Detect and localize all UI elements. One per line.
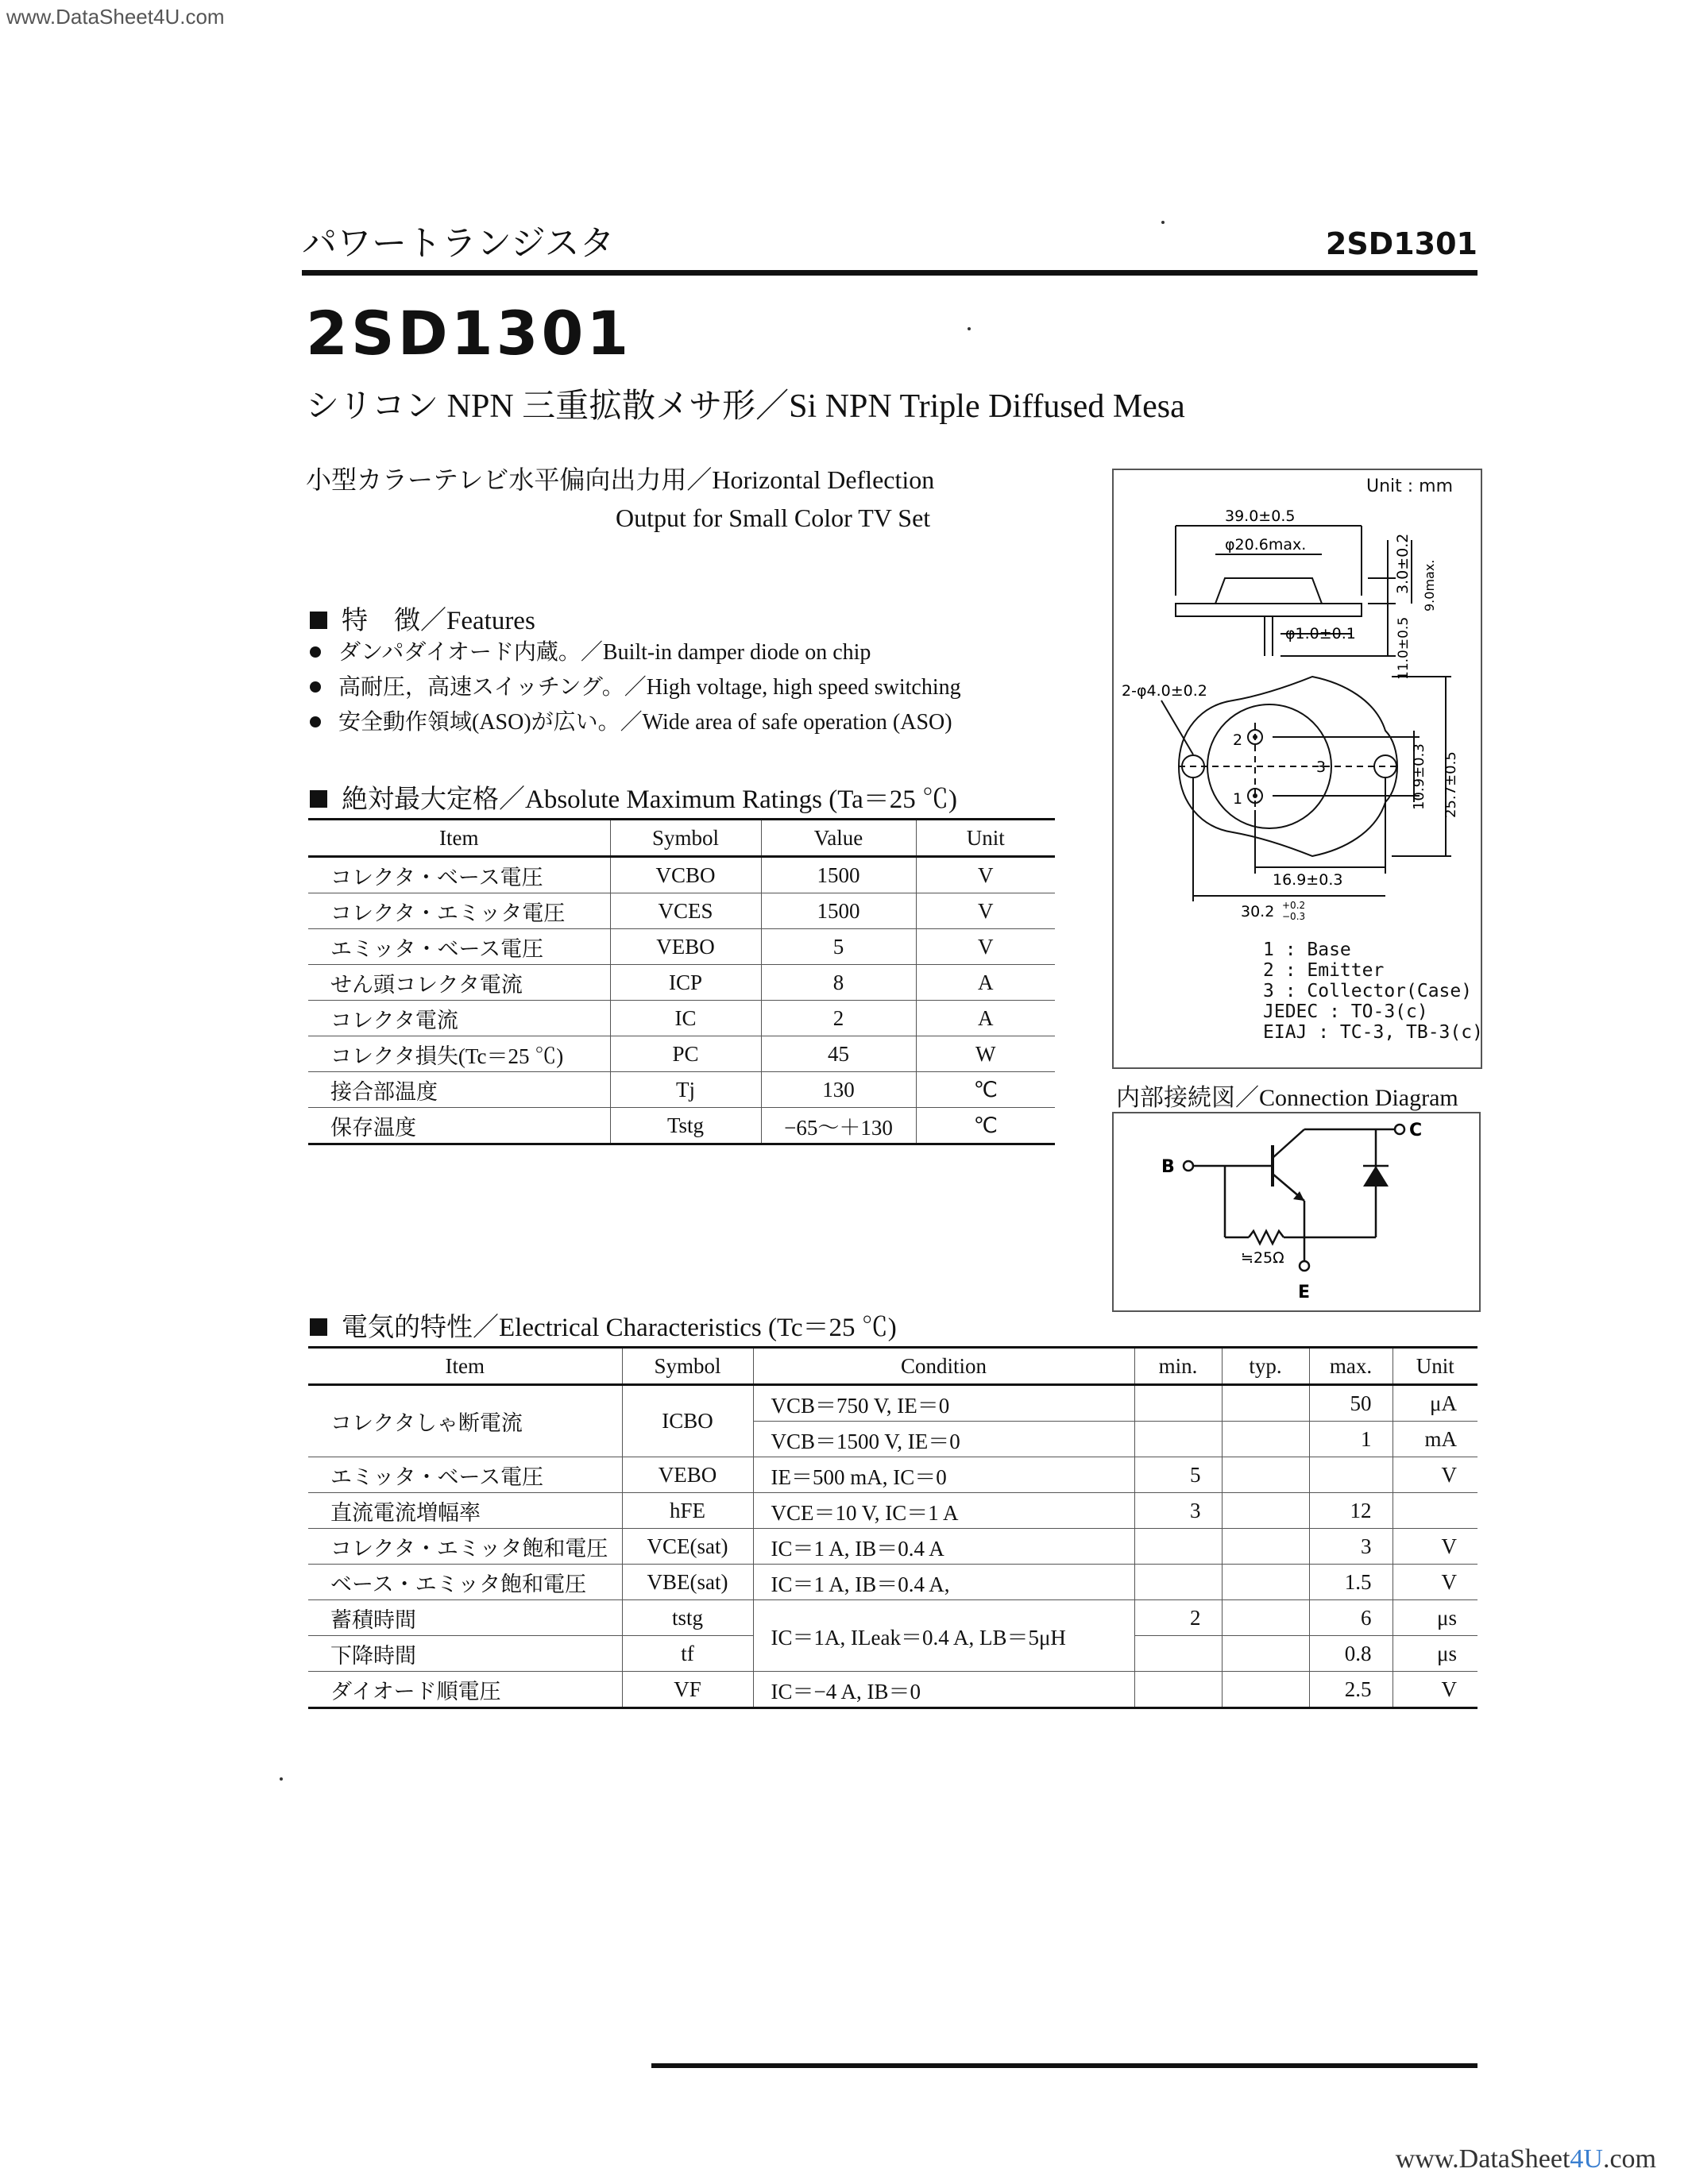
column-header: Unit <box>916 820 1055 857</box>
dim-lead-length: 11.0±0.5 <box>1396 616 1412 680</box>
cell-symbol: tf <box>622 1636 753 1672</box>
transistor-collector <box>1273 1129 1304 1158</box>
speck <box>968 327 971 330</box>
cell-value: 2 <box>761 1001 916 1036</box>
electrical-heading <box>310 1306 897 1344</box>
cell-max: 0.8 <box>1309 1636 1393 1672</box>
speck <box>1161 221 1165 224</box>
cell-min: 3 <box>1134 1493 1222 1529</box>
cell-symbol: Tj <box>610 1072 761 1108</box>
cell-symbol: IC <box>610 1001 761 1036</box>
cell-value: 5 <box>761 929 916 965</box>
cell-unit: V <box>916 893 1055 929</box>
cell-condition: VCE＝10 V, IC＝1 A <box>753 1493 1134 1529</box>
table-row <box>308 893 1055 929</box>
cell-min <box>1134 1422 1222 1457</box>
cell-value: 45 <box>761 1036 916 1072</box>
cell-min <box>1134 1565 1222 1600</box>
abs-max-table <box>308 818 1055 1145</box>
square-bullet-icon <box>310 790 327 808</box>
cell-typ <box>1222 1385 1309 1422</box>
cell-value: 1500 <box>761 893 916 929</box>
abs-max-heading-text: 絶対最大定格／Absolute Maximum Ratings (Ta＝25 ℃) <box>342 785 957 814</box>
cell-symbol: VBE(sat) <box>622 1565 753 1600</box>
feature-text: 高耐圧，高速スイッチング。／High voltage, high speed switching <box>338 675 961 700</box>
cell-item: 蓄積時間 <box>308 1600 622 1636</box>
cell-unit: V <box>916 857 1055 893</box>
cell-symbol: VCBO <box>610 857 761 893</box>
table-row <box>308 1385 1477 1422</box>
cell-unit: μs <box>1393 1600 1477 1636</box>
cell-unit: ℃ <box>916 1072 1055 1108</box>
cell-symbol: VF <box>622 1672 753 1708</box>
pin-label-2: 2 <box>1233 731 1243 749</box>
column-header: Item <box>308 820 610 857</box>
header-category: パワートランジスタ <box>302 223 615 264</box>
cell-symbol: VEBO <box>622 1457 753 1493</box>
cell-symbol: ICP <box>610 965 761 1001</box>
footer-rule <box>651 2063 1477 2068</box>
cell-max: 1 <box>1309 1422 1393 1457</box>
cell-max: 3 <box>1309 1529 1393 1565</box>
cell-unit: μs <box>1393 1636 1477 1672</box>
terminal-base <box>1184 1161 1193 1171</box>
cell-symbol: Tstg <box>610 1108 761 1144</box>
dim-pin-pitch: 10.9±0.3 <box>1411 743 1427 810</box>
header-rule <box>302 270 1477 276</box>
cell-item: コレクタ電流 <box>308 1001 610 1036</box>
cell-typ <box>1222 1636 1309 1672</box>
package-outline-drawing <box>1114 492 1477 937</box>
watermark-highlight: 4U <box>1570 2144 1603 2174</box>
watermark-bottom <box>1396 2144 1656 2174</box>
column-header: Symbol <box>622 1348 753 1385</box>
table-row <box>308 1600 1477 1636</box>
dim-total-height: 9.0max. <box>1422 559 1437 612</box>
dim-pin-span: 16.9±0.3 <box>1273 871 1343 889</box>
cell-typ <box>1222 1565 1309 1600</box>
cell-max: 12 <box>1309 1493 1393 1529</box>
watermark-prefix: www.DataSheet <box>1395 2144 1570 2174</box>
cell-item: コレクタ・ベース電圧 <box>308 857 610 893</box>
bullet-icon <box>310 716 321 727</box>
resistor <box>1249 1231 1284 1244</box>
table-row <box>308 1036 1055 1072</box>
watermark-top: www.DataSheet4U.com <box>6 5 225 29</box>
cell-condition: IC＝1 A, IB＝0.4 A <box>753 1529 1134 1565</box>
connection-heading: 内部接続図／Connection Diagram <box>1116 1085 1458 1111</box>
cell-unit: ℃ <box>916 1108 1055 1144</box>
cell-min <box>1134 1529 1222 1565</box>
cell-typ <box>1222 1672 1309 1708</box>
cell-symbol: VCES <box>610 893 761 929</box>
column-header: typ. <box>1222 1348 1309 1385</box>
cell-typ <box>1222 1600 1309 1636</box>
bullet-icon <box>310 681 321 693</box>
cell-unit: V <box>1393 1457 1477 1493</box>
features-heading <box>310 600 535 637</box>
dim-lead-dia: φ1.0±0.1 <box>1285 625 1356 642</box>
cell-value: −65〜＋130 <box>761 1108 916 1144</box>
column-header: Item <box>308 1348 622 1385</box>
abs-max-heading <box>310 778 957 816</box>
application-text <box>306 461 934 537</box>
feature-text: ダンパダイオード内蔵。／Built-in damper diode on chip <box>338 640 871 665</box>
column-header: Symbol <box>610 820 761 857</box>
table-row <box>308 1672 1477 1708</box>
table-header-row <box>308 1348 1477 1385</box>
cell-unit: V <box>916 929 1055 965</box>
application-line-2: Output for Small Color TV Set <box>616 504 931 532</box>
cell-typ <box>1222 1457 1309 1493</box>
cell-item: エミッタ・ベース電圧 <box>308 1457 622 1493</box>
cell-unit: A <box>916 1001 1055 1036</box>
cell-max <box>1309 1457 1393 1493</box>
cell-symbol: VEBO <box>610 929 761 965</box>
table-row <box>308 1001 1055 1036</box>
cell-condition: IE＝500 mA, IC＝0 <box>753 1457 1134 1493</box>
cell-value: 1500 <box>761 857 916 893</box>
application-line-1: 小型カラーテレビ水平偏向出力用／Horizontal Deflection <box>306 465 935 494</box>
terminal-emitter <box>1300 1261 1309 1271</box>
electrical-heading-text: 電気的特性／Electrical Characteristics (Tc＝25 ℃) <box>342 1314 897 1342</box>
feature-item <box>310 705 961 740</box>
cell-item: 直流電流増幅率 <box>308 1493 622 1529</box>
cell-typ <box>1222 1422 1309 1457</box>
dim-hole-span-tol-plus: +0.2 <box>1282 900 1306 911</box>
cell-max: 1.5 <box>1309 1565 1393 1600</box>
square-bullet-icon <box>310 612 327 629</box>
cap-side <box>1215 578 1322 604</box>
dim-cap-dia: φ20.6max. <box>1225 536 1307 554</box>
legend-line: 3 : Collector(Case) <box>1263 981 1473 1001</box>
cell-symbol: tstg <box>622 1600 753 1636</box>
cell-condition: VCB＝750 V, IE＝0 <box>753 1385 1134 1422</box>
cell-condition: IC＝1 A, IB＝0.4 A, <box>753 1565 1134 1600</box>
dim-outline-height: 25.7±0.5 <box>1443 751 1459 818</box>
cell-item: 保存温度 <box>308 1108 610 1144</box>
cell-item: せん頭コレクタ電流 <box>308 965 610 1001</box>
table-row <box>308 929 1055 965</box>
flange-side <box>1176 604 1362 616</box>
pin-label-3: 3 <box>1316 758 1327 776</box>
dim-hole-span-tol-minus: −0.3 <box>1282 911 1306 922</box>
dim-hole-span: 30.2 <box>1241 903 1275 920</box>
legend-line: 2 : Emitter <box>1263 960 1385 981</box>
diode-icon <box>1363 1166 1389 1187</box>
table-row <box>308 1565 1477 1600</box>
cell-typ <box>1222 1529 1309 1565</box>
header-part-number: 2SD1301 <box>1325 226 1477 261</box>
label-collector: C <box>1409 1121 1423 1140</box>
terminal-collector <box>1395 1125 1404 1134</box>
table-row <box>308 965 1055 1001</box>
cell-item: ダイオード順電圧 <box>308 1672 622 1708</box>
cell-max: 50 <box>1309 1385 1393 1422</box>
features-list <box>310 635 961 740</box>
cell-unit: W <box>916 1036 1055 1072</box>
table-row <box>308 1072 1055 1108</box>
cell-min: 2 <box>1134 1600 1222 1636</box>
cell-min <box>1134 1636 1222 1672</box>
cell-condition: IC＝1A, ILeak＝0.4 A, LB＝5μH <box>753 1600 1134 1672</box>
column-header: max. <box>1309 1348 1393 1385</box>
table-row <box>308 1493 1477 1529</box>
table-row <box>308 1529 1477 1565</box>
cell-min <box>1134 1672 1222 1708</box>
cell-unit: V <box>1393 1565 1477 1600</box>
square-bullet-icon <box>310 1318 327 1336</box>
cell-item: 接合部温度 <box>308 1072 610 1108</box>
legend-line: 1 : Base <box>1263 940 1351 960</box>
pin-label-1: 1 <box>1233 790 1243 808</box>
cell-item: コレクタ・エミッタ飽和電圧 <box>308 1529 622 1565</box>
column-header: min. <box>1134 1348 1222 1385</box>
cell-max: 6 <box>1309 1600 1393 1636</box>
table-header-row <box>308 820 1055 857</box>
table-row <box>308 1108 1055 1144</box>
cell-unit: V <box>1393 1672 1477 1708</box>
cell-value: 8 <box>761 965 916 1001</box>
page-title: 2SD1301 <box>306 298 632 369</box>
cell-item: コレクタ損失(Tc＝25 ℃) <box>308 1036 610 1072</box>
column-header: Condition <box>753 1348 1134 1385</box>
speck <box>280 1777 283 1781</box>
cell-condition: IC＝−4 A, IB＝0 <box>753 1672 1134 1708</box>
dim-cap-height: 3.0±0.2 <box>1394 533 1412 594</box>
table-row <box>308 857 1055 893</box>
cell-unit: A <box>916 965 1055 1001</box>
cell-unit <box>1393 1493 1477 1529</box>
dim-holes: 2-φ4.0±0.2 <box>1122 682 1207 700</box>
cell-item: コレクタ・エミッタ電圧 <box>308 893 610 929</box>
cell-unit: V <box>1393 1529 1477 1565</box>
column-header: Value <box>761 820 916 857</box>
cell-item: ベース・エミッタ飽和電圧 <box>308 1565 622 1600</box>
cell-max: 2.5 <box>1309 1672 1393 1708</box>
cell-condition: VCB＝1500 V, IE＝0 <box>753 1422 1134 1457</box>
cell-unit: μA <box>1393 1385 1477 1422</box>
pin-legend <box>1263 940 1483 1043</box>
cell-unit: mA <box>1393 1422 1477 1457</box>
cell-value: 130 <box>761 1072 916 1108</box>
cell-item: エミッタ・ベース電圧 <box>308 929 610 965</box>
feature-text: 安全動作領域(ASO)が広い。／Wide area of safe operation (ASO) <box>338 710 952 735</box>
subtitle: シリコン NPN 三重拡散メサ形／Si NPN Triple Diffused Mesa <box>306 388 1185 425</box>
cell-item: 下降時間 <box>308 1636 622 1672</box>
dim-width: 39.0±0.5 <box>1225 507 1296 525</box>
legend-line: JEDEC : TO-3(c) <box>1263 1001 1428 1022</box>
cell-symbol: hFE <box>622 1493 753 1529</box>
label-emitter: E <box>1298 1283 1311 1302</box>
cell-symbol: PC <box>610 1036 761 1072</box>
unit-label: Unit : mm <box>1366 477 1454 496</box>
cell-item: コレクタしゃ断電流 <box>308 1385 622 1457</box>
column-header: Unit <box>1393 1348 1477 1385</box>
cell-typ <box>1222 1493 1309 1529</box>
legend-line: EIAJ : TC-3, TB-3(c) <box>1263 1022 1483 1043</box>
feature-item <box>310 635 961 670</box>
label-resistor: ≒25Ω <box>1241 1249 1284 1267</box>
electrical-table <box>308 1346 1477 1709</box>
cell-symbol: VCE(sat) <box>622 1529 753 1565</box>
features-heading-text: 特 徴／Features <box>342 607 535 635</box>
feature-item <box>310 670 961 705</box>
cell-symbol: ICBO <box>622 1385 753 1457</box>
watermark-suffix: .com <box>1602 2144 1656 2174</box>
table-row <box>308 1457 1477 1493</box>
cell-min <box>1134 1385 1222 1422</box>
flange-bottom-outline <box>1179 677 1397 856</box>
cell-min: 5 <box>1134 1457 1222 1493</box>
label-base: B <box>1161 1157 1175 1177</box>
connection-diagram <box>1114 1113 1476 1307</box>
bullet-icon <box>310 646 321 658</box>
